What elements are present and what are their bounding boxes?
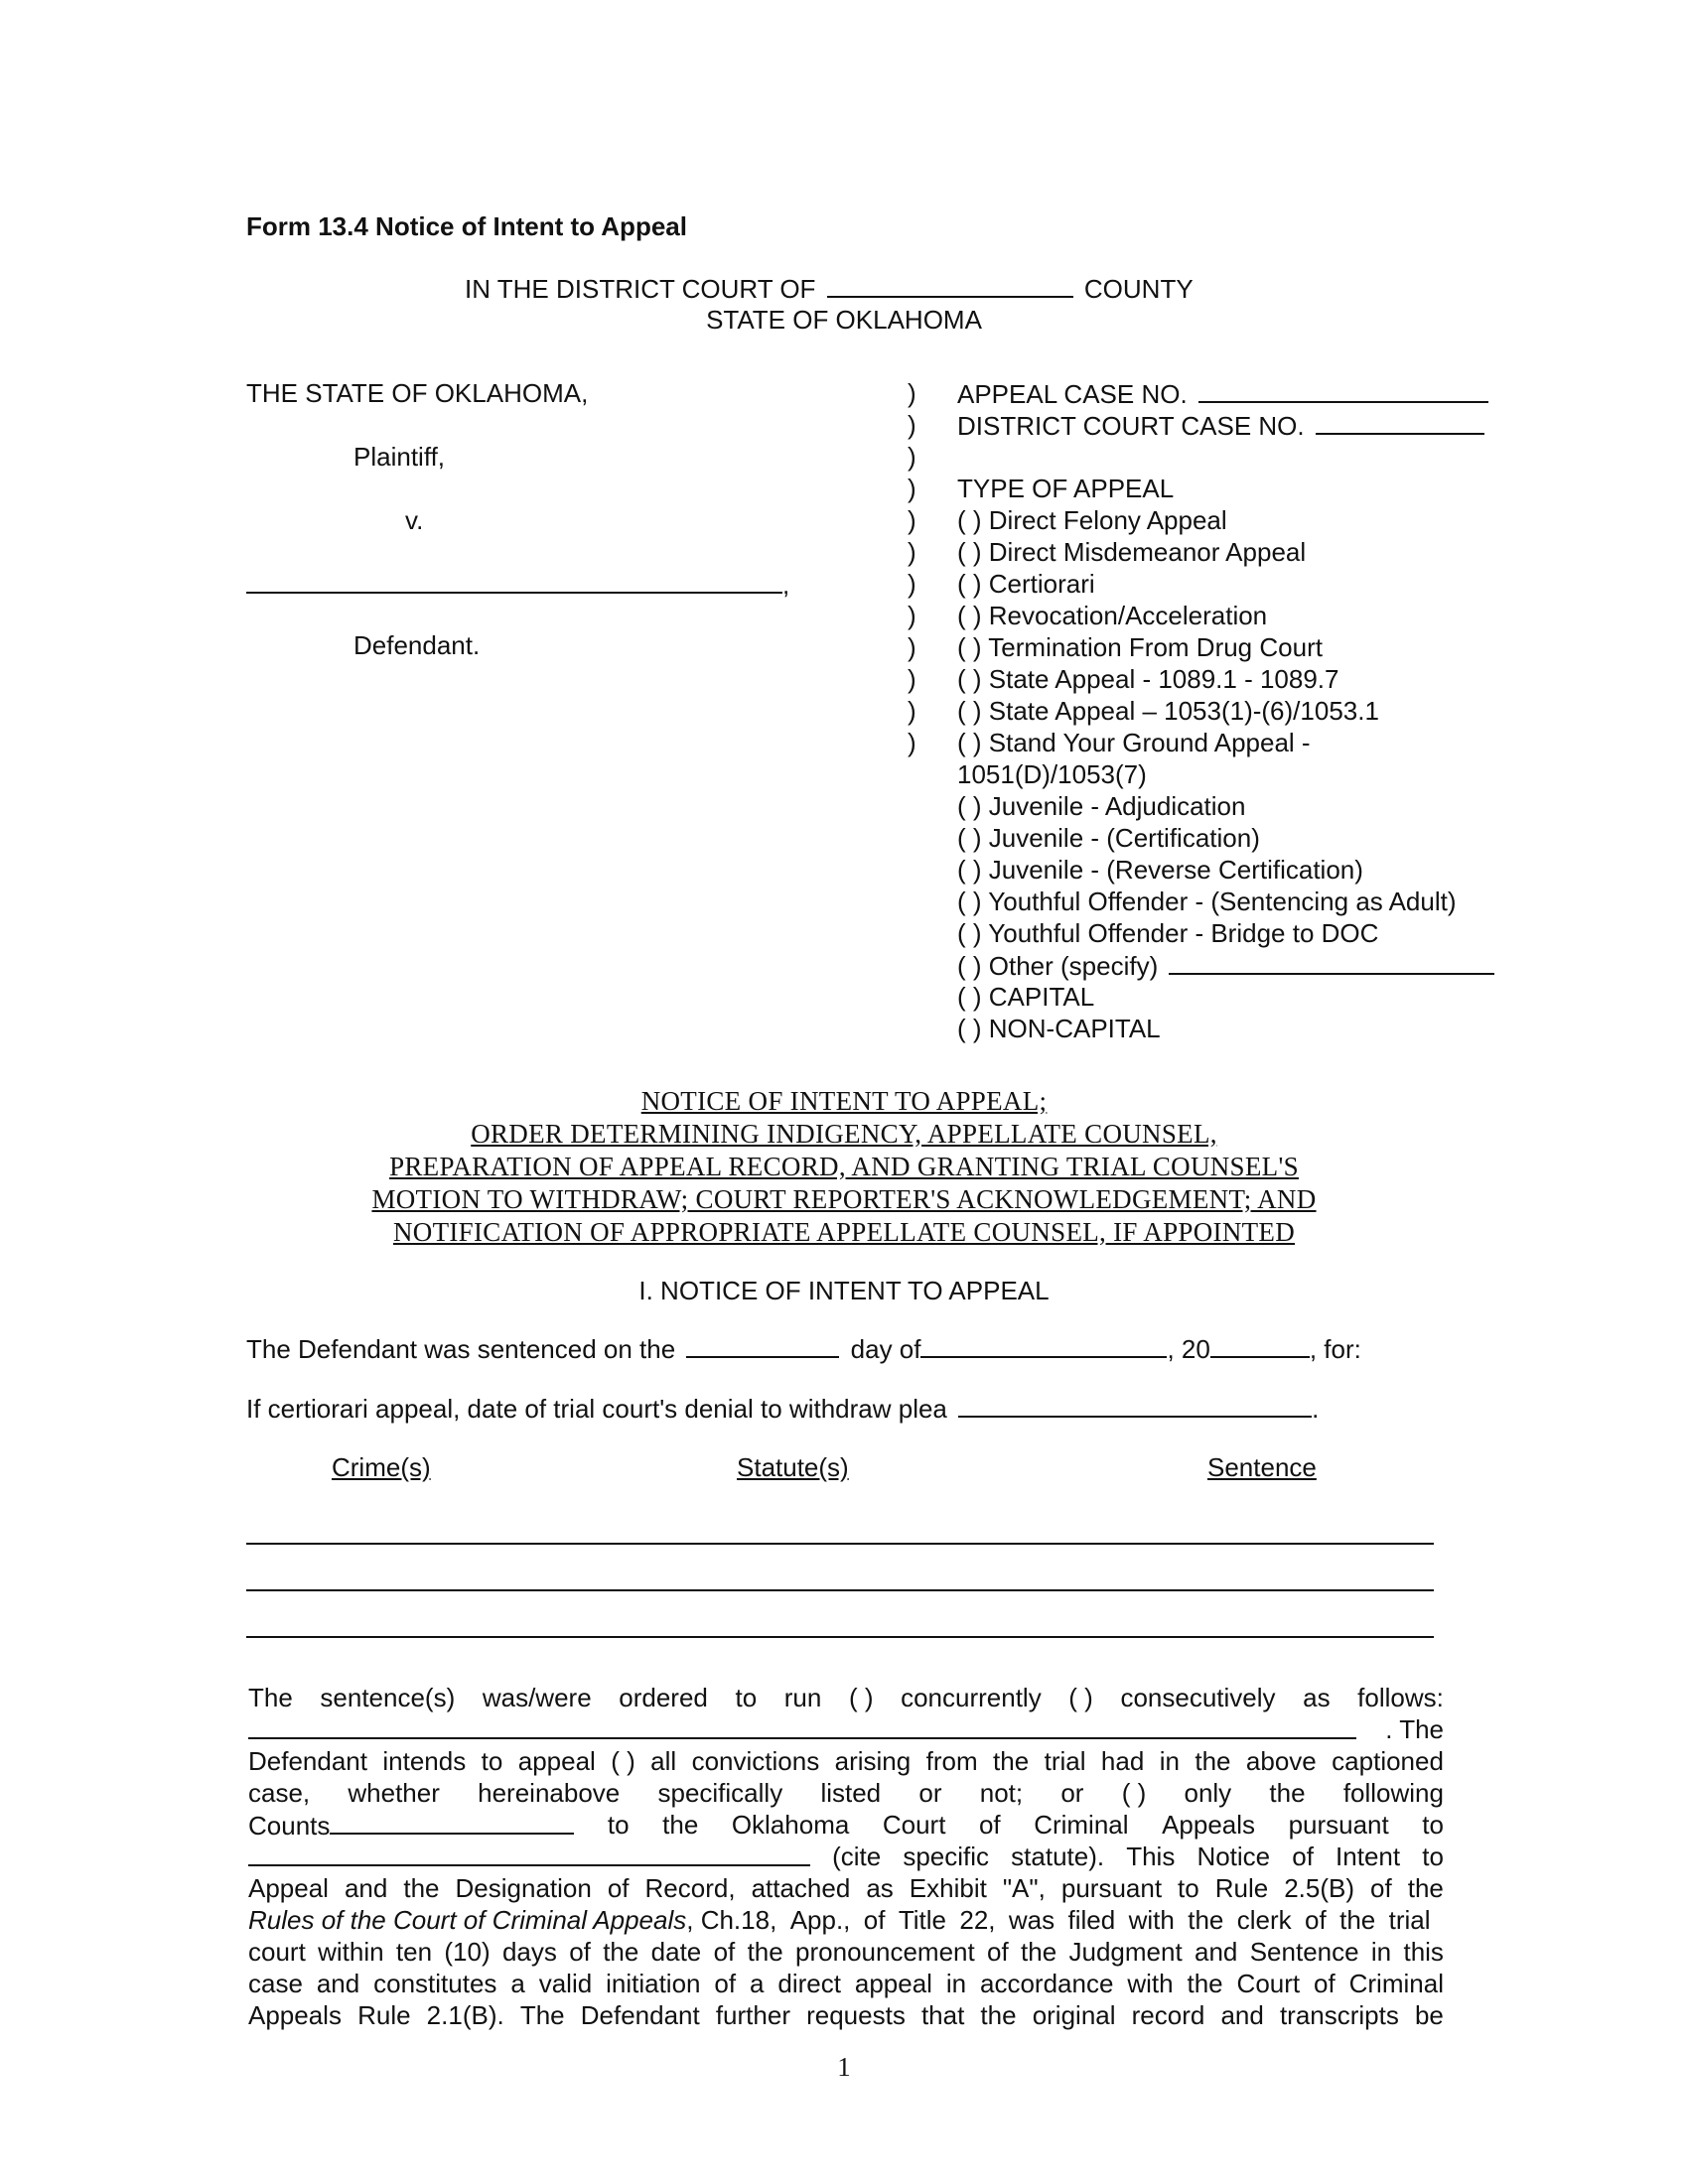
paren: ) <box>908 696 916 726</box>
word: or <box>918 1778 942 1808</box>
court-header-line2: STATE OF OKLAHOMA <box>706 305 982 335</box>
word: (10) <box>444 1937 491 1967</box>
notice-title-text: NOTICE OF INTENT TO APPEAL; <box>640 1086 1048 1116</box>
word: of <box>987 1937 1009 1967</box>
word: 2.5(B) <box>1284 1873 1355 1903</box>
paren: ) <box>908 601 916 630</box>
type-of-appeal-heading: TYPE OF APPEAL <box>957 474 1175 503</box>
word: only <box>1184 1778 1232 1808</box>
appeal-case-no-row <box>957 377 1488 410</box>
para-line-3 <box>248 1745 1444 1777</box>
word: the <box>1339 1905 1376 1935</box>
word: captioned <box>1332 1746 1444 1776</box>
run-as-follows-blank[interactable] <box>248 1713 1356 1739</box>
section-heading: I. NOTICE OF INTENT TO APPEAL <box>638 1276 1050 1305</box>
notice-title-line <box>0 1085 1688 1118</box>
paren: ) <box>908 664 916 694</box>
word: ten <box>395 1937 433 1967</box>
sentenced-line <box>246 1332 1361 1365</box>
appeal-type-other-row <box>957 949 1494 981</box>
word: the <box>662 1810 699 1840</box>
para-line-6 <box>248 1841 1444 1872</box>
word: with <box>1128 1905 1175 1935</box>
word: consecutively <box>1120 1683 1276 1712</box>
word: Defendant <box>248 1746 367 1776</box>
caption-comma: , <box>782 570 790 600</box>
word: Rule <box>1214 1873 1269 1903</box>
word: requests <box>806 2000 906 2030</box>
appeal-type-option[interactable]: ( ) Juvenile - (Reverse Certification) <box>957 855 1363 885</box>
para-line-10 <box>248 1968 1444 1999</box>
appeal-type-option[interactable]: ( ) Certiorari <box>957 569 1095 599</box>
word: Criminal <box>1034 1810 1129 1840</box>
word: as <box>866 1873 894 1903</box>
word: Rule <box>357 2000 411 2030</box>
specific-counts-checkbox[interactable]: ( ) <box>1121 1778 1147 1808</box>
word: Criminal <box>1348 1969 1444 1998</box>
word: pronouncement <box>795 1937 975 1967</box>
word: the <box>980 2000 1017 2030</box>
word: accordance <box>980 1969 1114 1998</box>
word: clerk <box>1236 1905 1292 1935</box>
appeal-type-option[interactable]: ( ) State Appeal – 1053(1)-(6)/1053.1 <box>957 696 1379 726</box>
caption-defendant: Defendant. <box>353 630 481 660</box>
word: in <box>945 1969 967 1998</box>
word: Oklahoma <box>731 1810 850 1840</box>
certiorari-period: . <box>1312 1394 1320 1424</box>
word: (cite <box>832 1842 882 1871</box>
appeal-type-option[interactable]: ( ) Termination From Drug Court <box>957 632 1323 662</box>
word: case, <box>248 1778 311 1808</box>
sentenced-text-b: day of <box>850 1334 921 1364</box>
word: above <box>1245 1746 1317 1776</box>
word: and <box>1220 2000 1264 2030</box>
word: Court <box>882 1810 946 1840</box>
word: a <box>750 1969 765 1998</box>
appeal-type-option[interactable]: ( ) Juvenile - Adjudication <box>957 791 1246 821</box>
word: "A", <box>1002 1873 1046 1903</box>
word: the <box>993 1746 1030 1776</box>
word: listed <box>820 1778 882 1808</box>
counts-group <box>248 1809 574 1841</box>
para-line-4 <box>248 1777 1444 1809</box>
word: case <box>248 1969 303 1998</box>
word: in <box>1159 1746 1180 1776</box>
court-prefix: IN THE DISTRICT COURT OF <box>465 274 816 304</box>
word: trial <box>1044 1746 1086 1776</box>
para-line-9 <box>248 1936 1444 1968</box>
word: The <box>519 2000 565 2030</box>
certiorari-text: If certiorari appeal, date of trial court's denial to withdraw plea <box>246 1394 947 1424</box>
notice-title-line <box>0 1118 1688 1151</box>
notice-title-text: NOTIFICATION OF APPROPRIATE APPELLATE COUNSEL, IF APPOINTED <box>392 1217 1296 1247</box>
form-title: Form 13.4 Notice of Intent to Appeal <box>246 211 687 241</box>
word: of <box>569 1937 591 1967</box>
para-line-8 <box>248 1904 1444 1936</box>
notice-title-line <box>0 1216 1688 1249</box>
defendant-name-blank[interactable] <box>246 568 782 594</box>
word: court <box>248 1937 306 1967</box>
column-statutes: Statute(s) <box>737 1452 849 1482</box>
paren: ) <box>908 442 916 472</box>
sentence-day-blank[interactable] <box>686 1332 839 1358</box>
word: attached <box>751 1873 851 1903</box>
word: the <box>403 1873 440 1903</box>
concurrent-checkbox[interactable]: ( ) <box>848 1683 874 1712</box>
word: to <box>1422 1810 1444 1840</box>
column-sentence: Sentence <box>1207 1452 1317 1482</box>
word: not; <box>979 1778 1024 1808</box>
word: with <box>1127 1969 1174 1998</box>
word: App., <box>789 1905 851 1935</box>
sentenced-text-a: The Defendant was sentenced on the <box>246 1334 676 1364</box>
word: Appeal <box>248 1873 329 1903</box>
word: arising <box>834 1746 912 1776</box>
word: or <box>1060 1778 1084 1808</box>
word: Defendant <box>580 2000 700 2030</box>
word: Sentence <box>1249 1937 1359 1967</box>
word: statute). <box>1011 1842 1105 1871</box>
appeal-type-option[interactable]: ( ) Direct Misdemeanor Appeal <box>957 537 1307 567</box>
word: to <box>481 1746 503 1776</box>
appeal-type-option[interactable]: ( ) Other (specify) <box>957 951 1159 981</box>
appeal-type-option[interactable]: ( ) Stand Your Ground Appeal - <box>957 728 1311 757</box>
paren: ) <box>908 569 916 599</box>
word: Appeals <box>1162 1810 1256 1840</box>
word: specifically <box>657 1778 783 1808</box>
crime-entry-line[interactable] <box>246 1589 1434 1591</box>
sentenced-text-d: , for: <box>1309 1334 1361 1364</box>
certiorari-date-blank[interactable] <box>958 1392 1312 1418</box>
column-crimes: Crime(s) <box>332 1452 431 1482</box>
word: of <box>713 1937 736 1967</box>
paren: ) <box>908 632 916 662</box>
word: of <box>607 1873 630 1903</box>
word: had <box>1100 1746 1145 1776</box>
word: was/were <box>482 1683 592 1712</box>
word: and <box>1195 1937 1238 1967</box>
word: The <box>248 1683 293 1712</box>
word: Notice <box>1196 1842 1271 1871</box>
word: whether <box>348 1778 440 1808</box>
word: the <box>747 1937 783 1967</box>
word: of <box>1370 1873 1392 1903</box>
word: date <box>650 1937 702 1967</box>
word: run <box>783 1683 822 1712</box>
other-specify-blank[interactable] <box>1169 949 1494 975</box>
caption-plaintiff: Plaintiff, <box>353 442 446 472</box>
word: convictions <box>691 1746 820 1776</box>
word: 2.1(B). <box>426 2000 504 2030</box>
word: direct <box>777 1969 841 1998</box>
word: the <box>1269 1778 1306 1808</box>
para-line-11 <box>248 1999 1444 2031</box>
appeal-type-option[interactable]: ( ) NON-CAPITAL <box>957 1014 1161 1043</box>
word: . The <box>1385 1714 1444 1744</box>
word: further <box>715 2000 790 2030</box>
word: Title <box>898 1905 946 1935</box>
all-convictions-checkbox[interactable]: ( ) <box>611 1746 635 1776</box>
word: the <box>603 1937 639 1967</box>
paren: ) <box>908 378 916 408</box>
appeal-type-option[interactable]: ( ) Youthful Offender - (Sentencing as Adult) <box>957 887 1457 916</box>
word: transcripts <box>1279 2000 1399 2030</box>
word: initiation <box>606 1969 701 1998</box>
appeal-type-option[interactable]: ( ) Direct Felony Appeal <box>957 505 1227 535</box>
word: the <box>1195 1746 1231 1776</box>
word: to <box>607 1810 630 1840</box>
county-blank[interactable] <box>827 272 1073 298</box>
word: all <box>650 1746 677 1776</box>
paren: ) <box>908 728 916 757</box>
word: and <box>344 1873 388 1903</box>
word: from <box>925 1746 978 1776</box>
statute-blank[interactable] <box>248 1841 810 1866</box>
para-line-1 <box>248 1682 1444 1713</box>
word: specific <box>903 1842 990 1871</box>
appeal-type-continuation: 1051(D)/1053(7) <box>957 759 1147 789</box>
word: to <box>1178 1873 1199 1903</box>
sentenced-text-c: , 20 <box>1167 1334 1210 1364</box>
word: of <box>714 1969 737 1998</box>
word: Court <box>1236 1969 1301 1998</box>
word: intends <box>382 1746 467 1776</box>
page-number: 1 <box>837 2052 851 2082</box>
court-header-line1 <box>465 272 1194 305</box>
appeal-type-list <box>957 504 1494 1044</box>
word: to <box>1422 1842 1444 1871</box>
paren: ) <box>908 474 916 503</box>
word: days <box>501 1937 557 1967</box>
court-suffix: COUNTY <box>1083 274 1194 304</box>
word: appeal <box>517 1746 596 1776</box>
word: Counts <box>248 1811 331 1841</box>
consecutive-checkbox[interactable]: ( ) <box>1068 1683 1093 1712</box>
appeal-type-option[interactable]: ( ) Revocation/Acceleration <box>957 601 1268 630</box>
word: within <box>318 1937 384 1967</box>
sentence-month-blank[interactable] <box>920 1332 1167 1358</box>
word: This <box>1126 1842 1176 1871</box>
para-line-7 <box>248 1872 1444 1904</box>
rules-citation-group <box>248 1904 776 1936</box>
word: ordered <box>619 1683 708 1712</box>
word: following <box>1342 1778 1444 1808</box>
word: that <box>920 2000 965 2030</box>
paren: ) <box>908 505 916 535</box>
certiorari-line <box>246 1392 1319 1425</box>
word: , Ch.18, <box>686 1905 777 1935</box>
word: filed <box>1067 1905 1116 1935</box>
word: in <box>1370 1937 1392 1967</box>
word: record <box>1131 2000 1205 2030</box>
paren: ) <box>908 537 916 567</box>
appeal-type-option[interactable]: ( ) Youthful Offender - Bridge to DOC <box>957 918 1379 948</box>
word: was <box>1008 1905 1055 1935</box>
crime-entry-line[interactable] <box>246 1636 1434 1638</box>
word: this <box>1403 1937 1444 1967</box>
word: pursuant <box>1288 1810 1389 1840</box>
word: the <box>1187 1969 1223 1998</box>
word: Appeals <box>248 2000 342 2030</box>
notice-title-text: ORDER DETERMINING INDIGENCY, APPELLATE COUNSEL, <box>471 1119 1217 1149</box>
word: pursuant <box>1060 1873 1163 1903</box>
word: Designation <box>455 1873 592 1903</box>
word: Exhibit <box>909 1873 987 1903</box>
sentence-year-blank[interactable] <box>1210 1332 1310 1358</box>
appeal-type-option[interactable]: ( ) CAPITAL <box>957 982 1095 1012</box>
word: constitutes <box>373 1969 497 1998</box>
appeal-case-no-blank[interactable] <box>1198 377 1488 403</box>
district-case-no-label: DISTRICT COURT CASE NO. <box>957 411 1305 441</box>
word: of <box>863 1905 886 1935</box>
word: 22, <box>959 1905 996 1935</box>
word: of <box>1305 1905 1327 1935</box>
word: valid <box>538 1969 593 1998</box>
notice-title-text: PREPARATION OF APPEAL RECORD, AND GRANTING TRIAL COUNSEL'S <box>389 1152 1299 1181</box>
appeal-type-option[interactable]: ( ) Juvenile - (Certification) <box>957 823 1260 853</box>
word: Judgment <box>1068 1937 1183 1967</box>
word: Intent <box>1336 1842 1401 1871</box>
word: a <box>510 1969 525 1998</box>
word: of <box>1292 1842 1314 1871</box>
word: follows: <box>1357 1683 1444 1712</box>
caption-paren-column <box>908 377 916 758</box>
word: the <box>1188 1905 1224 1935</box>
word: appeal <box>854 1969 932 1998</box>
appeal-case-no-label: APPEAL CASE NO. <box>957 379 1188 409</box>
rules-title-italic: Rules of the Court of Criminal Appeals <box>248 1905 687 1935</box>
district-case-no-blank[interactable] <box>1316 409 1484 435</box>
body-paragraph <box>248 1682 1444 2031</box>
notice-title-line <box>0 1183 1688 1216</box>
caption-versus: v. <box>405 505 424 535</box>
notice-title-text: MOTION TO WITHDRAW; COURT REPORTER'S ACKNOWLEDGEMENT; AND <box>371 1184 1317 1214</box>
crime-entry-line[interactable] <box>246 1543 1434 1545</box>
defendant-name-line <box>246 568 789 601</box>
word: of <box>1314 1969 1336 1998</box>
para-line-2 <box>248 1713 1444 1745</box>
district-case-no-row <box>957 409 1484 442</box>
word: the <box>1407 1873 1444 1903</box>
word: Record, <box>644 1873 736 1903</box>
counts-blank[interactable] <box>330 1809 574 1835</box>
word: concurrently <box>901 1683 1042 1712</box>
notice-title-line <box>0 1151 1688 1183</box>
word: to <box>735 1683 758 1712</box>
word: as <box>1303 1683 1331 1712</box>
word: be <box>1414 2000 1444 2030</box>
word: trial <box>1388 1905 1431 1935</box>
para-line-5 <box>248 1809 1444 1841</box>
word: the <box>1021 1937 1057 1967</box>
paren: ) <box>908 410 916 440</box>
word: sentence(s) <box>320 1683 456 1712</box>
word: hereinabove <box>478 1778 621 1808</box>
word: and <box>316 1969 360 1998</box>
word: of <box>978 1810 1001 1840</box>
caption-state: THE STATE OF OKLAHOMA, <box>246 378 589 408</box>
word: original <box>1032 2000 1116 2030</box>
appeal-type-option[interactable]: ( ) State Appeal - 1089.1 - 1089.7 <box>957 664 1339 694</box>
